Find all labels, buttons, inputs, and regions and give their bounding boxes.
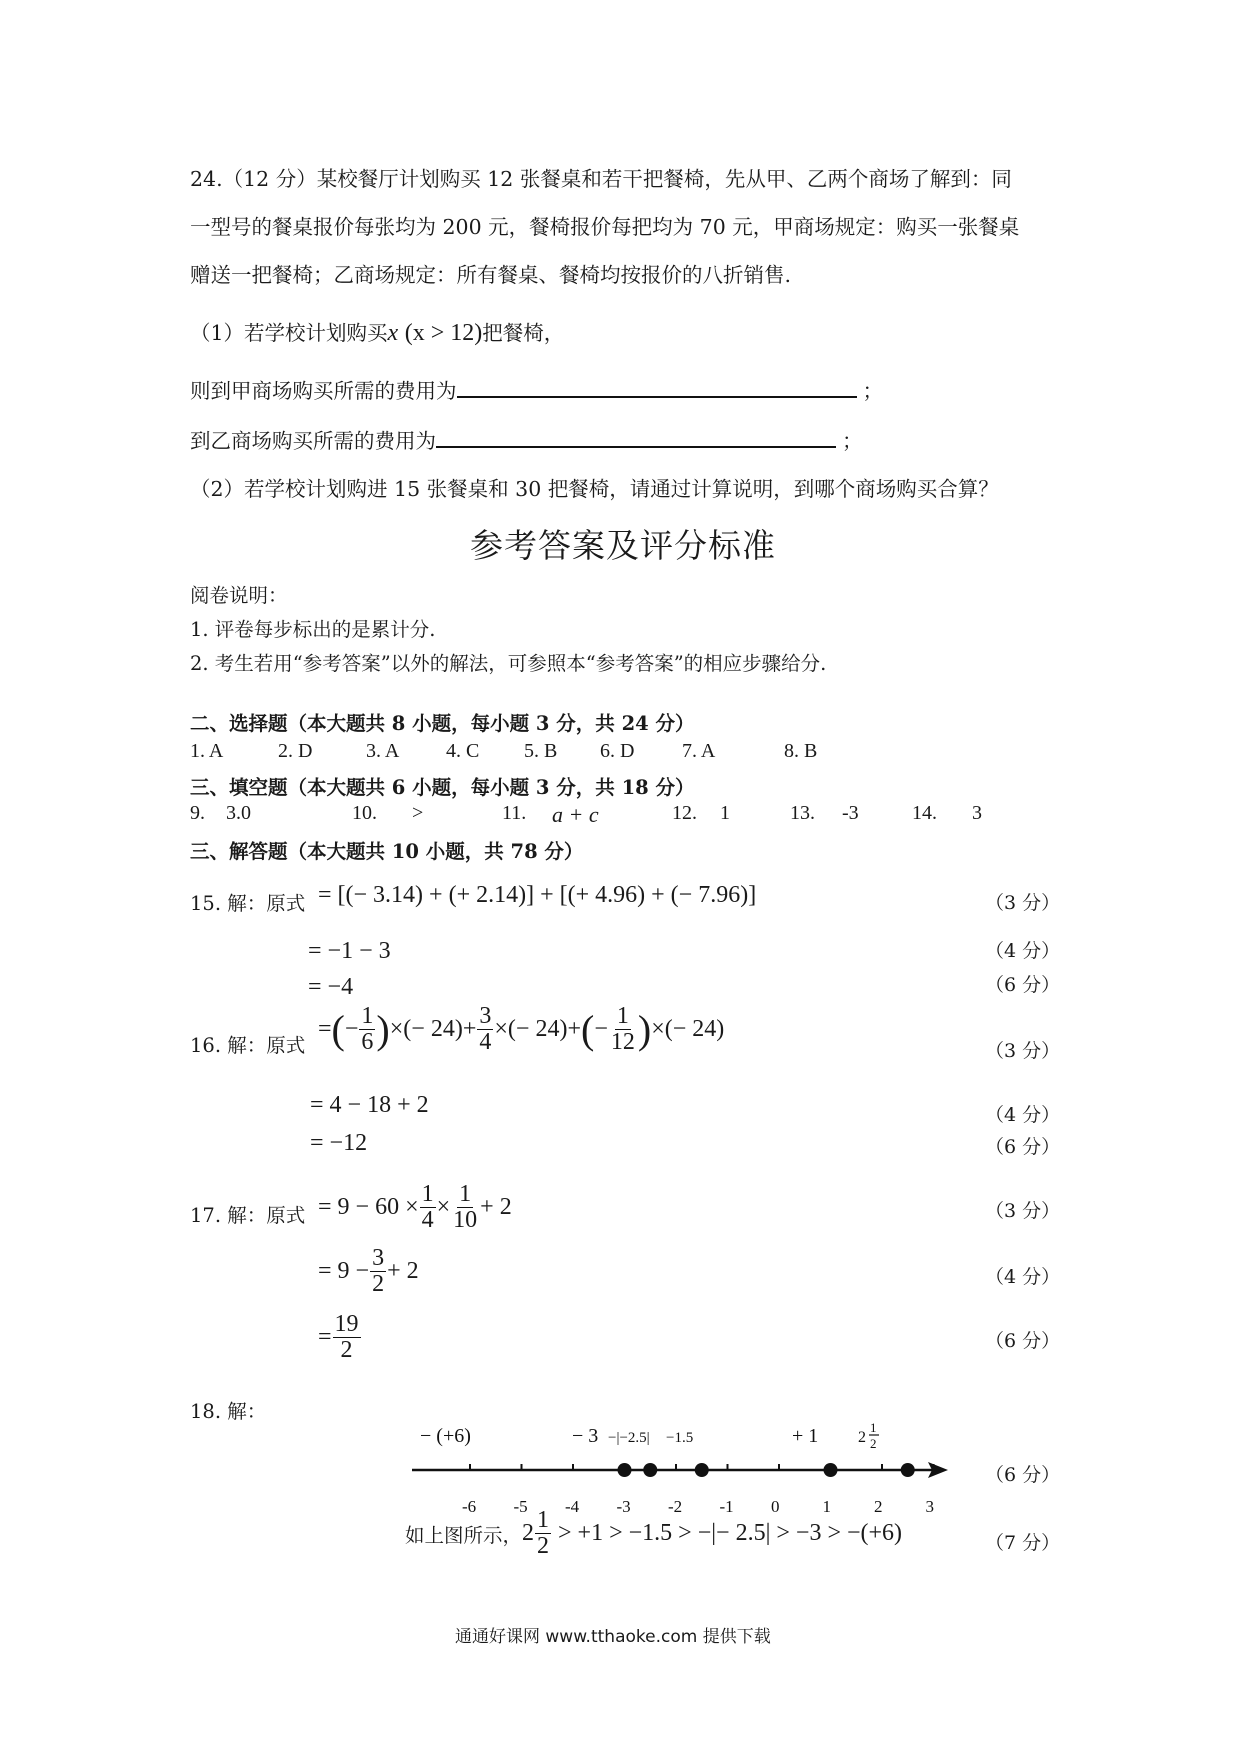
fill-num: 14. [912,802,937,824]
axis-tick-label: -4 [565,1497,580,1516]
p16-frac3 [609,1004,637,1055]
choice-answer: 7. A [682,740,716,762]
p15-score1: （3 分） [985,892,1061,914]
notes-heading: 阅卷说明： [190,584,288,607]
axis-tick-label: -5 [513,1497,528,1516]
p16-plus: + [462,1016,477,1043]
p16-paren-open: ( [581,1007,595,1053]
p16-line2: = 4 − 18 + 2 [310,1092,429,1118]
p18-score2: （7 分） [985,1532,1061,1554]
p18-conclusion-whole: 2 [522,1520,535,1547]
label-abs25: −|−2.5| [608,1430,650,1446]
section-choice-heading: 二、选择题（本大题共 8 小题，每小题 3 分，共 24 分） [190,712,695,735]
p15-line2: = −1 − 3 [308,938,391,964]
p18-conclusion-frac [535,1508,551,1559]
p18-conclusion-den: 2 [537,1533,550,1560]
p17-l2-frac-num: 3 [372,1245,385,1271]
p16-times: × [389,1016,404,1043]
p17-label: 17. 解：原式 [190,1204,306,1227]
p16-frac2 [477,1004,493,1055]
p17-l3-frac-den: 2 [340,1337,353,1364]
p17-l3-pre: = [318,1324,332,1351]
q24-part1-prefix: （1）若学校计划购买 [190,321,388,345]
p17-l1-frac2-den: 10 [453,1207,478,1234]
fill-val: 3 [972,802,982,824]
p17-l1-frac1-den: 4 [421,1207,434,1234]
label-mixed-whole: 2 [858,1429,866,1446]
p15-label: 15. 解：原式 [190,892,306,915]
fill-val: -3 [842,802,859,824]
p17-l1-frac2-num: 1 [459,1181,472,1207]
notes-item1: 1. 评卷每步标出的是累计分. [190,618,436,641]
fill-num: 11. [502,802,527,824]
number-line-point [643,1463,657,1477]
p17-l1-frac1-num: 1 [421,1181,434,1207]
footer-text: 通通好课网 www.tthaoke.com 提供下载 [455,1627,771,1647]
p16-m24: (− 24) [664,1016,725,1043]
q24-blank2-label: 到乙商场购买所需的费用为 [190,429,436,453]
q24-blank2-row [190,424,863,454]
q24-blank1-row [190,374,883,404]
q24-blank2-line[interactable] [436,424,836,448]
p18-conclusion [405,1508,902,1559]
label-mixed-num: 1 [870,1420,877,1435]
p17-score3: （6 分） [985,1330,1061,1352]
p16-frac2-den: 4 [479,1029,492,1056]
axis-tick-label: 0 [771,1497,780,1516]
p16-plus: + [567,1016,581,1043]
number-line-point [695,1463,709,1477]
p16-frac1-num: 1 [361,1003,374,1029]
number-line-point [901,1463,915,1477]
axis-tick-label: -6 [462,1497,477,1516]
q24-blank2-semicolon: ； [842,429,863,453]
q24-part2: （2）若学校计划购进 15 张餐桌和 30 把餐椅，请通过计算说明，到哪个商场购买合算？ [190,477,999,501]
p17-score1: （3 分） [985,1200,1061,1222]
p16-m24: (− 24) [507,1016,568,1043]
p17-line2 [318,1246,419,1297]
p18-conclusion-rest: > +1 > −1.5 > −|− 2.5| > −3 > −(+6) [558,1520,903,1547]
fill-num: 10. [352,802,377,824]
q24-blank1-label: 则到甲商场购买所需的费用为 [190,379,457,403]
axis-tick-label: -3 [616,1497,631,1516]
p16-paren-open: ( [331,1007,345,1053]
fill-val: a + c [552,802,599,827]
q24-line1: 24.（12 分）某校餐厅计划购买 12 张餐桌和若干把餐椅，先从甲、乙两个商场了解到：同 [190,167,1012,191]
p16-score1: （3 分） [985,1040,1061,1062]
p15-line3: = −4 [308,974,354,1000]
p17-l1-post: + 2 [480,1194,512,1221]
fill-num: 9. [190,802,205,824]
choice-answer: 5. B [524,740,558,762]
label-neg-pos6: − (+6) [420,1425,471,1447]
notes-item2: 2. 考生若用“参考答案”以外的解法，可参照本“参考答案”的相应步骤给分. [190,652,827,675]
section-fill-heading: 三、填空题（本大题共 6 小题，每小题 3 分，共 18 分） [190,776,695,799]
label-pos1: + 1 [792,1425,819,1447]
p16-frac3-den: 12 [610,1029,635,1056]
fill-num: 13. [790,802,815,824]
q24-line3: 赠送一把餐椅；乙商场规定：所有餐桌、餐椅均按报价的八折销售. [190,263,792,287]
q24-part1-var: x [387,320,399,346]
p18-conclusion-prefix: 如上图所示， [405,1523,523,1547]
axis-tick-label: 2 [874,1497,883,1516]
choice-answer: 4. C [446,740,480,762]
label-neg3: − 3 [572,1425,599,1447]
fill-val: 1 [720,802,730,824]
choice-answer: 2. D [278,740,313,762]
choice-answer: 6. D [600,740,635,762]
p17-l1-times: × [436,1194,451,1221]
axis-tick-label: -2 [668,1497,683,1516]
p16-score2: （4 分） [985,1104,1061,1126]
section-solve-heading: 三、解答题（本大题共 10 小题，共 78 分） [190,840,584,863]
p17-line1 [318,1182,512,1233]
p16-times: × [651,1016,665,1043]
p18-label: 18. 解： [190,1400,267,1423]
p17-l1-frac2 [451,1182,479,1233]
p17-l1-frac1 [420,1182,436,1233]
p16-m24: (− 24) [403,1016,463,1043]
p17-l1-pre: = 9 − 60 × [318,1194,419,1221]
p16-paren-close: ) [637,1007,652,1053]
p16-neg: − [594,1016,608,1043]
q24-part1-suffix: 把餐椅， [482,321,565,345]
p16-line3: = −12 [310,1130,368,1156]
axis-tick-label: 3 [925,1497,934,1516]
p17-l3-frac-num: 19 [334,1311,359,1337]
p17-l2-post: + 2 [387,1258,419,1285]
fill-val: > [412,802,424,824]
q24-part1-cond: (x > 12) [404,320,483,346]
p16-score3: （6 分） [985,1136,1061,1158]
axis-tick-label: -1 [719,1497,734,1516]
label-mixed-den: 2 [870,1436,877,1451]
label-neg15: −1.5 [666,1430,694,1446]
p16-line1 [318,1004,724,1055]
p15-score2: （4 分） [985,940,1061,962]
p16-eq: = [318,1016,332,1043]
choice-answer: 3. A [366,740,400,762]
answer-title: 参考答案及评分标准 [470,526,776,565]
p15-line1: = [(− 3.14) + (+ 2.14)] + [(+ 4.96) + (− 7.96)] [318,882,757,908]
p16-paren-close: ) [376,1007,390,1053]
q24-line2: 一型号的餐桌报价每张均为 200 元，餐椅报价每把均为 70 元，甲商场规定：购买一张餐桌 [190,215,1020,239]
choice-answer: 8. B [784,740,818,762]
p16-frac1-den: 6 [361,1029,374,1056]
p16-neg: − [344,1016,359,1043]
fill-val: 3.0 [226,802,251,824]
axis-tick-label: 1 [822,1497,831,1516]
p17-score2: （4 分） [985,1266,1061,1288]
p17-line3 [318,1312,362,1363]
p16-frac3-num: 1 [616,1003,629,1029]
number-line-point [824,1463,838,1477]
number-line-point [618,1463,632,1477]
p16-frac2-num: 3 [479,1003,492,1029]
p18-conclusion-num: 1 [537,1507,550,1533]
p17-l2-frac [370,1246,386,1297]
p18-score1: （6 分） [985,1464,1061,1486]
q24-blank1-semicolon: ； [862,379,883,403]
p17-l2-frac-den: 2 [372,1271,385,1298]
choice-answer: 1. A [190,740,224,762]
p16-frac1 [359,1004,375,1055]
q24-blank1-line[interactable] [457,374,857,398]
fill-num: 12. [672,802,697,824]
p17-l3-frac [333,1312,361,1363]
p16-times: × [494,1016,508,1043]
p17-l2-pre: = 9 − [318,1258,370,1285]
p16-label: 16. 解：原式 [190,1034,306,1057]
q24-part1 [190,316,564,347]
p15-score3: （6 分） [985,974,1061,996]
